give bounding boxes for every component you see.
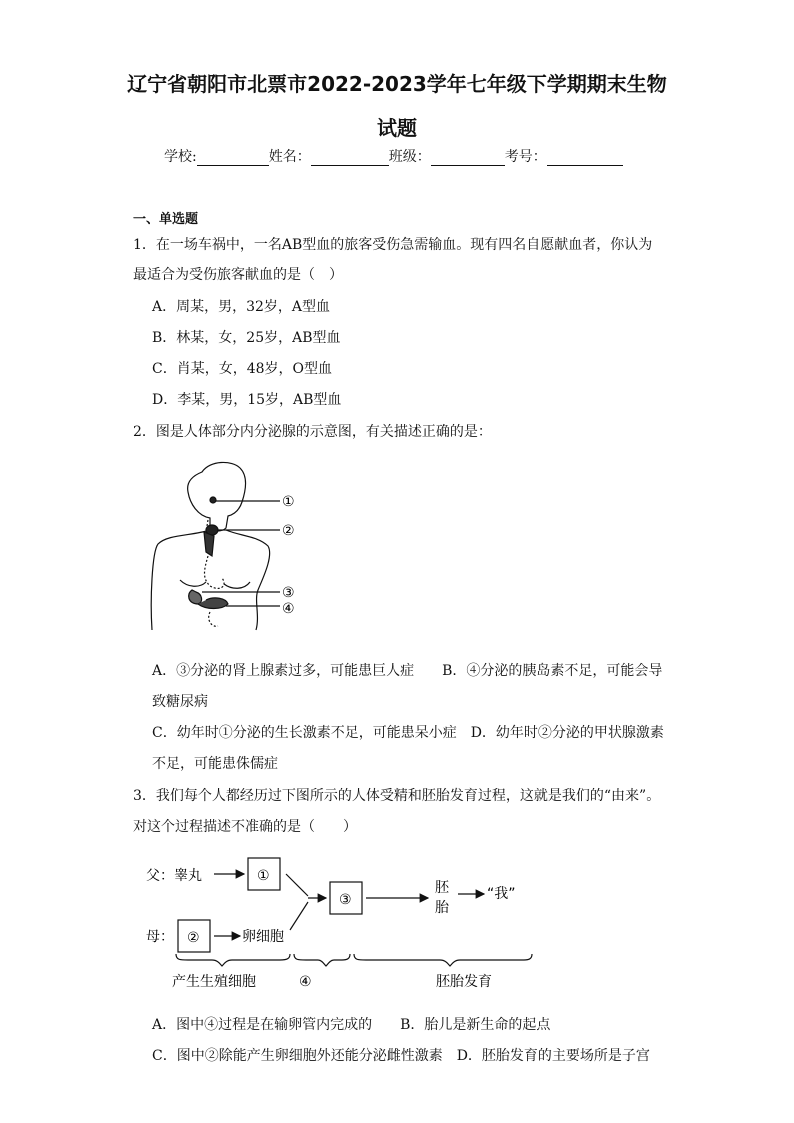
number-label: 考号： xyxy=(504,149,547,165)
number-field[interactable] xyxy=(547,151,623,166)
school-field[interactable] xyxy=(197,151,269,166)
box3-label: ③ xyxy=(339,892,352,908)
q1-option-d[interactable]: D．李某，男，15岁，AB型血 xyxy=(152,392,342,408)
father-label: 父：睾丸 xyxy=(146,868,202,884)
adrenal-gland xyxy=(189,590,202,604)
figure-label-3: ③ xyxy=(282,585,295,601)
brace1-label: 产生生殖细胞 xyxy=(172,974,256,990)
name-field[interactable] xyxy=(311,151,389,166)
head-outline xyxy=(188,462,246,531)
q1-stem-line2: 最适合为受伤旅客献血的是（ ） xyxy=(133,267,343,283)
converge-top xyxy=(286,874,308,896)
brace-1 xyxy=(176,954,290,966)
pituitary-gland xyxy=(210,497,216,503)
intestine-line xyxy=(209,612,218,626)
page-title: 辽宁省朝阳市北票市2022-2023学年七年级下学期期末生物 xyxy=(127,72,667,96)
figure-label-4: ④ xyxy=(282,601,295,617)
q1-option-a[interactable]: A．周某，男，32岁，A型血 xyxy=(152,299,331,315)
class-field[interactable] xyxy=(431,151,505,166)
name-label: 姓名： xyxy=(268,149,311,165)
q3-stem-line1: 3．我们每个人都经历过下图所示的人体受精和胚胎发育过程，这就是我们的“由来”。 xyxy=(133,788,661,804)
embryo-label-bottom: 胎 xyxy=(435,900,449,916)
egg-label: 卵细胞 xyxy=(242,929,284,945)
pancreas xyxy=(198,598,228,609)
brace-2 xyxy=(294,954,350,966)
chest-line-right xyxy=(224,582,250,588)
embryo-label-top: 胚 xyxy=(435,880,449,896)
q3-stem-line2: 对这个过程描述不准确的是（ ） xyxy=(133,819,357,835)
q1-option-c[interactable]: C．肖某，女，48岁，O型血 xyxy=(152,361,333,377)
q3-options-line2[interactable]: C．图中②除能产生卵细胞外还能分泌雌性激素 D．胚胎发育的主要场所是子宫 xyxy=(152,1048,650,1064)
fertilization-diagram xyxy=(140,850,560,995)
figure-label-1: ① xyxy=(282,494,295,510)
brace2-label: ④ xyxy=(299,974,312,990)
me-label: “我” xyxy=(487,886,516,902)
section-title: 一、单选题 xyxy=(133,212,199,227)
q2-options-line1[interactable]: A．③分泌的肾上腺素过多，可能患巨人症 B．④分泌的胰岛素不足，可能会导 xyxy=(152,663,663,679)
box1-label: ① xyxy=(257,868,270,884)
q1-stem-line1: 1．在一场车祸中，一名AB型血的旅客受伤急需输血。现有四名自愿献血者，你认为 xyxy=(133,237,653,253)
brace-3 xyxy=(354,954,532,966)
chest-line xyxy=(180,580,206,586)
figure-label-2: ② xyxy=(282,523,295,539)
q1-option-b[interactable]: B．林某，女，25岁，AB型血 xyxy=(152,330,341,346)
page-title-line2: 试题 xyxy=(377,116,417,140)
esophagus-line xyxy=(205,556,225,588)
q2-options-line3[interactable]: C．幼年时①分泌的生长激素不足，可能患呆小症 D．幼年时②分泌的甲状腺激素 xyxy=(152,725,664,741)
brace3-label: 胚胎发育 xyxy=(436,974,492,990)
student-info-row xyxy=(164,146,623,166)
q3-options-line1[interactable]: A．图中④过程是在输卵管内完成的 B．胎儿是新生命的起点 xyxy=(152,1017,551,1033)
box2-label: ② xyxy=(187,930,200,946)
q2-options-line2[interactable]: 致糖尿病 xyxy=(152,694,208,710)
endocrine-gland-figure xyxy=(140,460,310,635)
thyroid-lobe xyxy=(204,532,214,556)
mother-label: 母： xyxy=(146,929,174,945)
right-torso-outline xyxy=(226,530,270,630)
converge-bottom xyxy=(290,902,308,930)
q2-options-line4[interactable]: 不足，可能患侏儒症 xyxy=(152,756,278,772)
class-label: 班级： xyxy=(388,149,431,165)
q2-stem: 2．图是人体部分内分泌腺的示意图，有关描述正确的是： xyxy=(133,424,492,440)
school-label: 学校: xyxy=(164,149,197,165)
